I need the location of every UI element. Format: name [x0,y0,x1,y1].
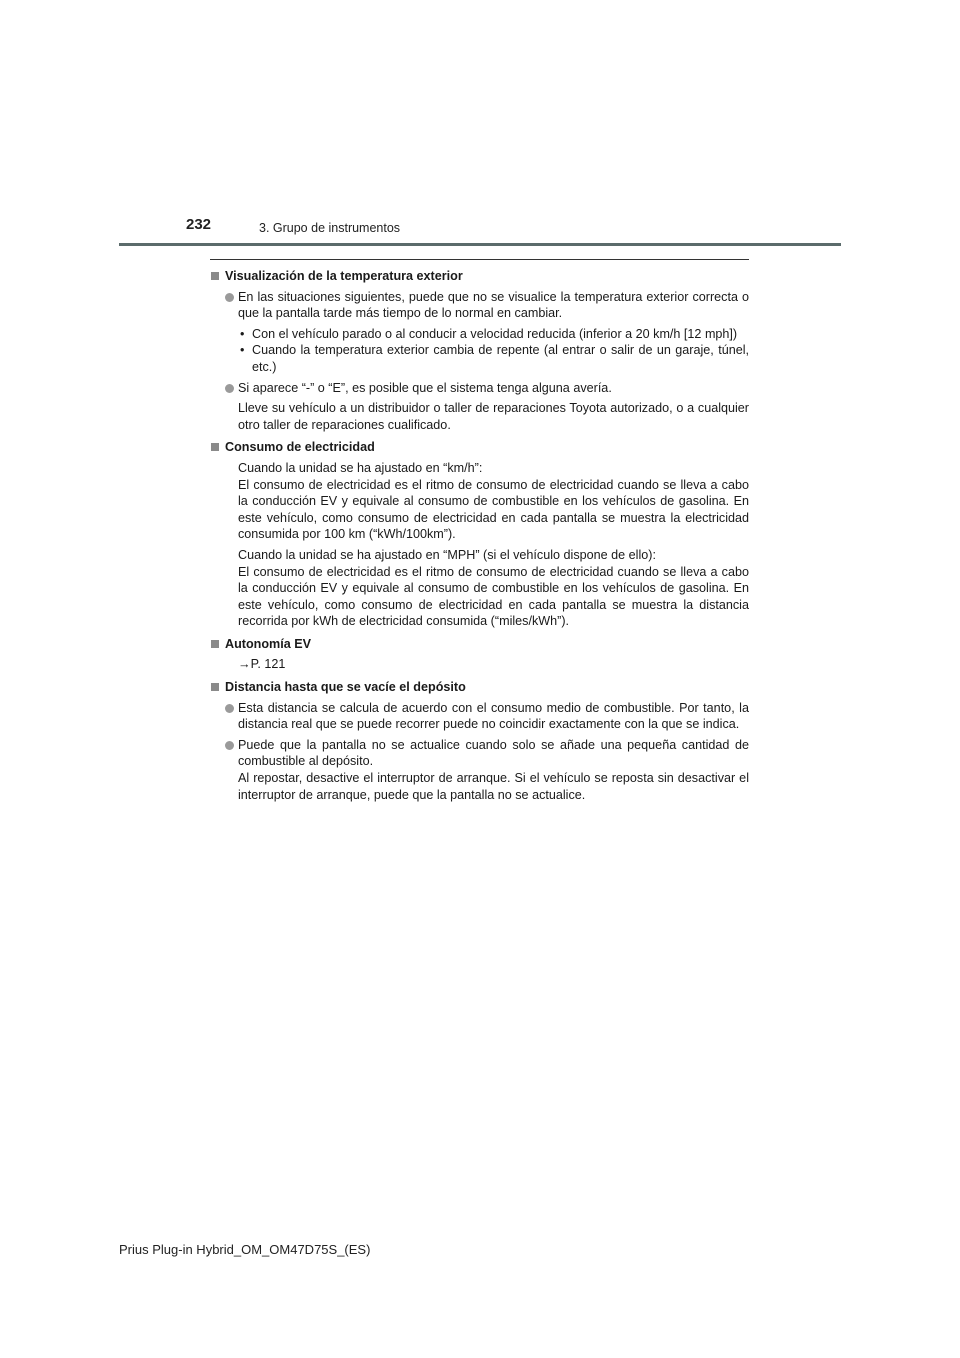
footer-document-id: Prius Plug-in Hybrid_OM_OM47D75S_(ES) [119,1242,371,1257]
square-bullet-icon [211,443,219,451]
bullet-item [210,700,749,733]
section-heading [210,636,749,653]
section-outside-temperature [210,268,749,433]
sub-item-text: Cuando la temperatura exterior cambia de repente (al entrar o salir de un garaje, túnel, etc.) [252,343,749,374]
chapter-title: 3. Grupo de instrumentos [259,221,401,235]
section-ev-range [210,636,749,673]
dot-marker-icon: • [240,343,245,358]
bullet-text: Si aparece “-” o “E”, es posible que el sistema tenga alguna avería. [238,380,612,395]
paragraph-line: Cuando la unidad se ha ajustado en “MPH” (si el vehículo dispone de ello): [238,547,656,562]
section-heading [210,268,749,285]
sub-list-item [210,342,749,375]
section-electricity-consumption [210,439,749,630]
header-divider [119,243,841,246]
circle-bullet-icon [225,704,234,713]
paragraph-line: Cuando la unidad se ha ajustado en “km/h”: [238,460,483,475]
circle-bullet-icon [225,741,234,750]
page-number: 232 [186,216,212,233]
page-reference-link[interactable] [210,656,749,673]
circle-bullet-icon [225,293,234,302]
heading-text: Distancia hasta que se vacíe el depósito [225,680,466,695]
section-heading [210,439,749,456]
paragraph: El consumo de electricidad es el ritmo de consumo de electricidad cuando se lleva a cabo la conducción EV y equivale al consumo de combustible en los vehículos de gasolina. En este vehículo, como consumo de electricidad en cada pantalla se muestra la electricidad consumida por 100 km (“kWh/100km”). [238,477,749,542]
section-distance-to-empty [210,679,749,803]
paragraph: Lleve su vehículo a un distribuidor o taller de reparaciones Toyota autorizado, o a cualquier otro taller de reparaciones cualificado. [238,401,749,432]
heading-text: Visualización de la temperatura exterior [225,269,463,283]
square-bullet-icon [211,640,219,648]
arrow-right-icon: → [238,657,251,672]
circle-bullet-icon [225,384,234,393]
heading-text: Autonomía EV [225,636,312,651]
heading-text: Consumo de electricidad [225,440,375,455]
section-heading [210,679,749,696]
sub-item-text: Con el vehículo parado o al conducir a velocidad reducida (inferior a 20 km/h [12 mph]) [252,326,738,341]
dot-marker-icon: • [240,326,245,341]
square-bullet-icon [211,272,219,280]
sub-list-item [210,326,749,343]
square-bullet-icon [211,683,219,691]
bullet-text: En las situaciones siguientes, puede que no se visualice la temperatura exterior correcta o que la pantalla tarde más tiempo de lo normal en cambiar. [238,289,749,321]
bullet-item [210,380,749,397]
paragraph: El consumo de electricidad es el ritmo de consumo de electricidad cuando se lleva a cabo la conducción EV y equivale al consumo de combustible en los vehículos de gasolina. En este vehículo, como consumo de electricidad en cada pantalla se muestra la distancia recorrida por kWh de electricidad consumida (“miles/kWh”). [238,564,749,629]
bullet-text: Puede que la pantalla no se actualice cuando solo se añade una pequeña cantidad de combustible al depósito. [238,737,749,769]
bullet-item [210,737,749,803]
bullet-item [210,289,749,322]
bullet-text: Al repostar, desactive el interruptor de arranque. Si el vehículo se reposta sin desactivar el interruptor de arranque, puede que la pantalla no se actualice. [238,771,749,802]
bullet-text: Esta distancia se calcula de acuerdo con el consumo medio de combustible. Por tanto, la distancia real que se puede recorrer puede no coincidir exactamente con la que se indica. [238,700,749,732]
page-content [210,259,749,809]
reference-text: P. 121 [250,657,286,672]
